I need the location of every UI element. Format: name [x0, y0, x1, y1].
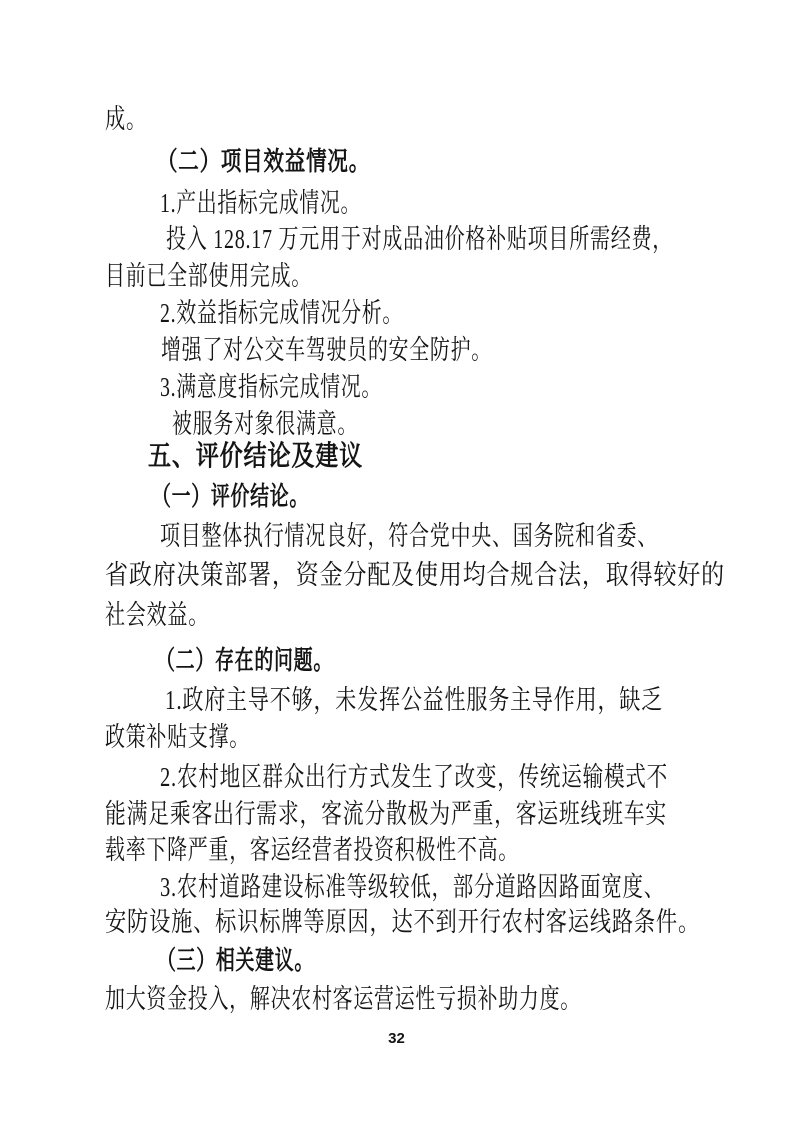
- section-heading: （二）存在的问题。: [156, 646, 333, 675]
- text-line: 3.农村道路建设标准等级较低，部分道路因路面宽度、: [160, 872, 665, 902]
- text-line: 1.政府主导不够，未发挥公益性服务主导作用，缺乏: [165, 685, 663, 715]
- text-line: 安防设施、标识标牌等原因，达不到开行农村客运线路条件。: [105, 907, 700, 937]
- text-line: 社会效益。: [105, 600, 209, 630]
- section-heading: 五、评价结论及建议: [148, 440, 363, 471]
- text-line: 1.产出指标完成情况。: [160, 188, 361, 218]
- section-heading: （一）评价结论。: [152, 482, 309, 511]
- text-line: 增强了对公交车驾驶员的安全防护。: [161, 335, 492, 365]
- section-heading: （三）相关建议。: [157, 946, 314, 975]
- text-line: 项目整体执行情况良好，符合党中央、国务院和省委、: [160, 521, 658, 551]
- text-line: 成。: [105, 104, 147, 134]
- page-number: 32: [388, 1030, 405, 1047]
- text-line: 能满足乘客出行需求，客流分散极为严重，客运班线班车实: [105, 799, 667, 829]
- section-heading: （二）项目效益情况。: [157, 147, 370, 176]
- text-line: 2.效益指标完成情况分析。: [160, 298, 403, 328]
- text-line: 省政府决策部署，资金分配及使用均合规合法，取得较好的: [105, 560, 725, 590]
- text-line: 3.满意度指标完成情况。: [160, 372, 382, 402]
- text-line: 投入 128.17 万元用于对成品油价格补贴项目所需经费，: [166, 224, 673, 254]
- text-line: 被服务对象很满意。: [172, 409, 358, 439]
- text-line: 2.农村地区群众出行方式发生了改变，传统运输模式不: [160, 762, 668, 792]
- text-line: 目前已全部使用完成。: [105, 261, 312, 291]
- text-line: 加大资金投入，解决农村客运营运性亏损补助力度。: [105, 984, 581, 1014]
- text-line: 政策补贴支撑。: [105, 722, 250, 752]
- text-line: 载率下降严重，客运经营者投资积极性不高。: [105, 835, 519, 865]
